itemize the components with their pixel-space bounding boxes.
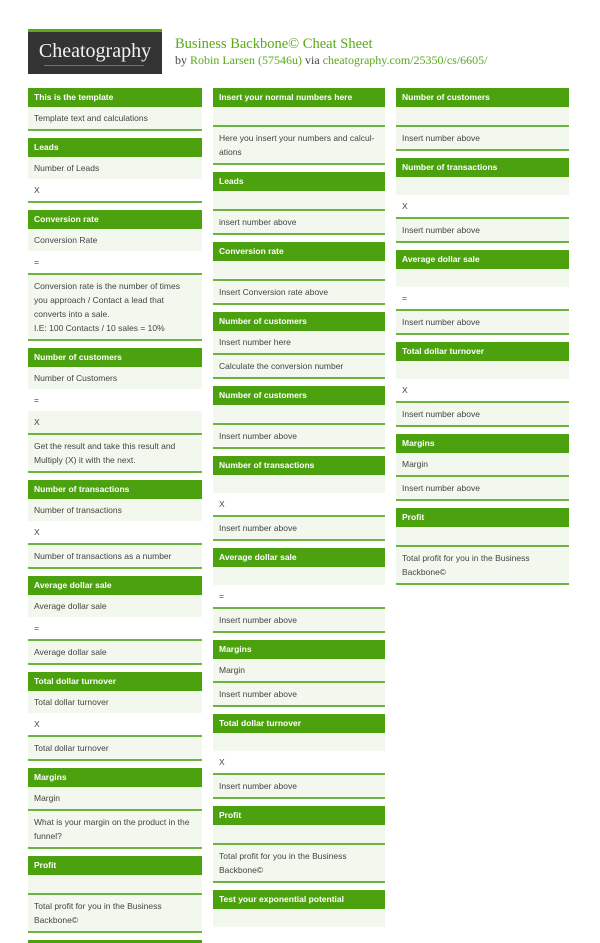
- section-card: [28, 138, 202, 203]
- section-header: Number of customers: [28, 348, 202, 367]
- section-header: Leads: [28, 138, 202, 157]
- section-row: Number of Customers: [28, 367, 202, 389]
- section-row: Insert number above: [213, 425, 385, 449]
- section-card: [213, 714, 385, 799]
- section-row: [396, 269, 569, 287]
- section-row: Conversion rate is the number of times you approach / Contact a lead that converts into a sale. I.E: 100 Contacts / 10 sales = 10%: [28, 275, 202, 341]
- section-header: Margins: [396, 434, 569, 453]
- section-row: Insert number above: [396, 403, 569, 427]
- section-header: Profit: [28, 856, 202, 875]
- section-row: Insert number above: [396, 477, 569, 501]
- section-card: [396, 508, 569, 585]
- section-row: [213, 405, 385, 425]
- section-row: Total profit for you in the Business Backbone©: [396, 547, 569, 585]
- section-card: [28, 210, 202, 341]
- section-row: X: [28, 713, 202, 737]
- section-card: [213, 172, 385, 235]
- section-row: Insert number above: [213, 683, 385, 707]
- section-header: Profit: [213, 806, 385, 825]
- section-header: Number of transactions: [28, 480, 202, 499]
- section-row: Total profit for you in the Business Backbone©: [28, 895, 202, 933]
- section-row: Insert number above: [396, 127, 569, 151]
- section-header: Margins: [28, 768, 202, 787]
- section-header: Total dollar turnover: [396, 342, 569, 361]
- section-row: Calculate the conversion number: [213, 355, 385, 379]
- section-row: Insert number above: [213, 609, 385, 633]
- section-header: Conversion rate: [28, 210, 202, 229]
- section-row: Insert number above: [396, 311, 569, 335]
- section-card: [28, 88, 202, 131]
- section-card: [213, 456, 385, 541]
- section-header: Average dollar sale: [396, 250, 569, 269]
- section-row: X: [28, 521, 202, 545]
- section-row: Template text and calculations: [28, 107, 202, 131]
- section-row: Total dollar turnover: [28, 691, 202, 713]
- section-header: Margins: [213, 640, 385, 659]
- section-header: Total dollar turnover: [213, 714, 385, 733]
- section-row: [213, 191, 385, 211]
- section-row: [28, 875, 202, 895]
- section-header: Conversion rate: [213, 242, 385, 261]
- section-header: Insert your normal numbers here: [213, 88, 385, 107]
- byline-by: by: [175, 53, 190, 67]
- section-row: X: [396, 195, 569, 219]
- section-row: X: [28, 411, 202, 435]
- section-card: [396, 342, 569, 427]
- section-card: [396, 158, 569, 243]
- section-card: [213, 806, 385, 883]
- section-row: X: [213, 493, 385, 517]
- section-header: Number of transactions: [396, 158, 569, 177]
- section-row: [213, 107, 385, 127]
- section-row: [213, 825, 385, 845]
- section-row: [213, 567, 385, 585]
- section-row: Insert number above: [213, 775, 385, 799]
- section-row: Get the result and take this result and Multiply (X) it with the next.: [28, 435, 202, 473]
- section-card: [213, 548, 385, 633]
- section-row: Total dollar turnover: [28, 737, 202, 761]
- section-row: [396, 177, 569, 195]
- section-card: [28, 576, 202, 665]
- section-card: [396, 434, 569, 501]
- column-2: [213, 88, 385, 934]
- section-header: Leads: [213, 172, 385, 191]
- column-3: [396, 88, 569, 592]
- section-row: [396, 361, 569, 379]
- section-row: Margin: [28, 787, 202, 811]
- column-1: [28, 88, 202, 943]
- page-title: Business Backbone© Cheat Sheet: [175, 36, 373, 52]
- section-row: Insert number above: [213, 517, 385, 541]
- section-card: [396, 88, 569, 151]
- section-row: Insert Conversion rate above: [213, 281, 385, 305]
- section-row: Total profit for you in the Business Backbone©: [213, 845, 385, 883]
- section-row: What is your margin on the product in the funnel?: [28, 811, 202, 849]
- section-row: Average dollar sale: [28, 641, 202, 665]
- section-row: Here you insert your numbers and calcul-ations: [213, 127, 385, 165]
- byline-via: via: [301, 53, 323, 67]
- section-card: [213, 242, 385, 305]
- section-row: Average dollar sale: [28, 595, 202, 617]
- section-row: X: [213, 751, 385, 775]
- section-card: [213, 88, 385, 165]
- logo-underline: [44, 65, 144, 66]
- section-row: [213, 261, 385, 281]
- section-row: =: [28, 389, 202, 411]
- section-row: Number of transactions: [28, 499, 202, 521]
- section-header: Test your exponential potential: [213, 890, 385, 909]
- section-header: Number of transactions: [213, 456, 385, 475]
- section-card: [213, 640, 385, 707]
- section-row: [213, 475, 385, 493]
- section-row: [396, 527, 569, 547]
- section-row: Insert number here: [213, 331, 385, 355]
- section-card: [213, 312, 385, 379]
- section-header: Total dollar turnover: [28, 672, 202, 691]
- section-card: [28, 480, 202, 569]
- section-header: Profit: [396, 508, 569, 527]
- section-row: Margin: [396, 453, 569, 477]
- section-card: [28, 348, 202, 473]
- section-row: =: [213, 585, 385, 609]
- section-card: [213, 386, 385, 449]
- section-row: [396, 107, 569, 127]
- section-row: insert number above: [213, 211, 385, 235]
- section-header: Number of customers: [213, 312, 385, 331]
- cheatography-logo[interactable]: [28, 29, 162, 74]
- sheet-url-link[interactable]: cheatography.com/25350/cs/6605/: [322, 53, 488, 67]
- author-link[interactable]: Robin Larsen (57546u): [190, 53, 302, 67]
- section-row: =: [396, 287, 569, 311]
- section-row: Margin: [213, 659, 385, 683]
- section-row: [213, 733, 385, 751]
- section-row: X: [28, 179, 202, 203]
- section-card: [28, 768, 202, 849]
- section-card: [396, 250, 569, 335]
- section-row: X: [396, 379, 569, 403]
- section-card: [28, 672, 202, 761]
- section-header: This is the template: [28, 88, 202, 107]
- section-row: Insert number above: [396, 219, 569, 243]
- section-card: [213, 890, 385, 927]
- section-card: [28, 856, 202, 933]
- section-row: Number of transactions as a number: [28, 545, 202, 569]
- section-row: [213, 909, 385, 927]
- section-header: Average dollar sale: [213, 548, 385, 567]
- section-header: Number of customers: [396, 88, 569, 107]
- section-header: Average dollar sale: [28, 576, 202, 595]
- section-row: =: [28, 617, 202, 641]
- section-header: Number of customers: [213, 386, 385, 405]
- section-row: Number of Leads: [28, 157, 202, 179]
- section-row: =: [28, 251, 202, 275]
- logo-text: Cheatography: [38, 40, 152, 62]
- byline: [175, 53, 488, 68]
- section-row: Conversion Rate: [28, 229, 202, 251]
